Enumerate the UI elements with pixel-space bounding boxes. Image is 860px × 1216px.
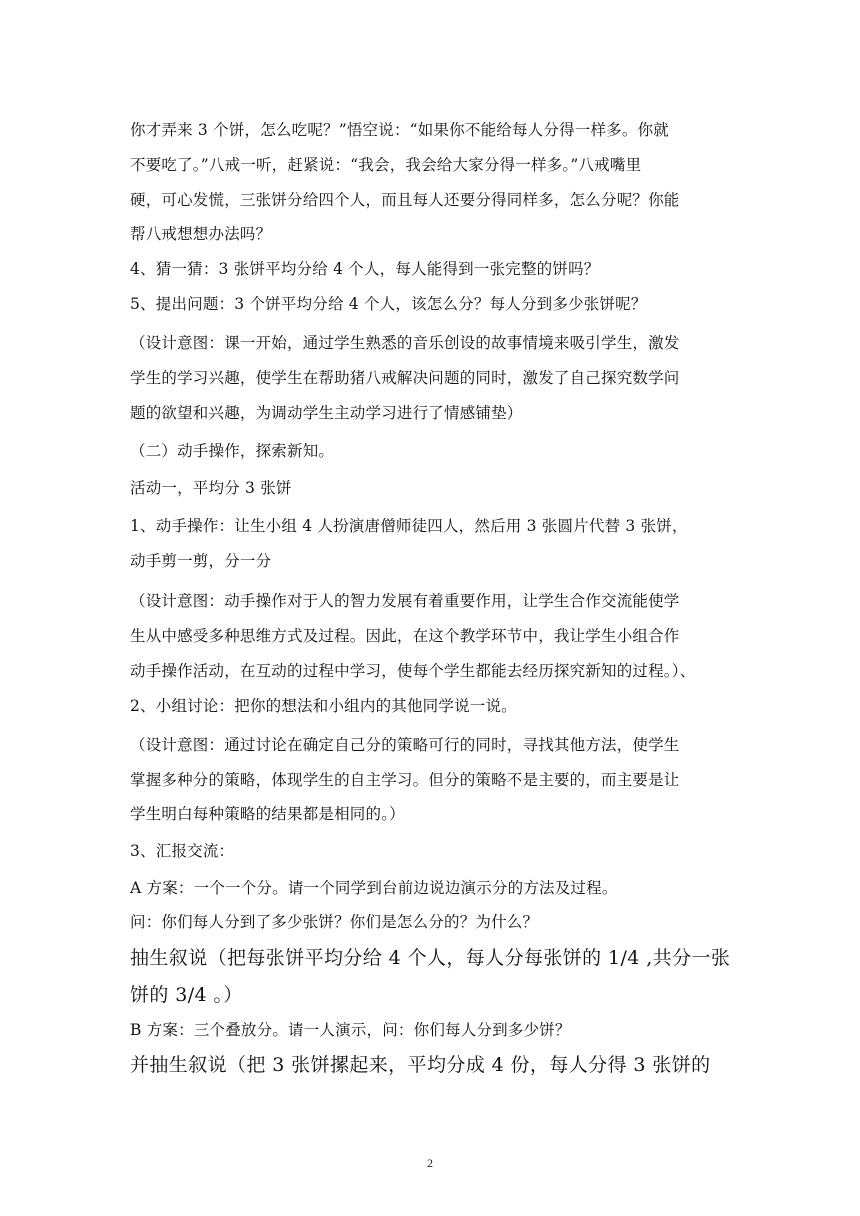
text-line: A 方案：一个一个分。请一个同学到台前边说边演示分的方法及过程。 [130, 879, 618, 897]
text-line: 2、小组讨论：把你的想法和小组内的其他同学说一说。 [130, 697, 517, 715]
text-line: 问：你们每人分到了多少张饼？你们是怎么分的？为什么？ [130, 913, 539, 931]
page-number: 2 [427, 1156, 433, 1170]
text-line: 5、提出问题：3 个饼平均分给 4 个人，该怎么分？每人分到多少张饼呢？ [130, 295, 647, 313]
text-line: （设计意图：通过讨论在确定自己分的策略可行的同时，寻找其他方法，使学生 [130, 736, 680, 754]
text-line: 3、汇报交流： [130, 842, 235, 860]
text-line: 抽生叙说（把每张饼平均分给 4 个人，每人分每张饼的 1/4 ,共分一张 [130, 947, 731, 969]
text-line: （设计意图：动手操作对于人的智力发展有着重要作用，让学生合作交流能使学 [130, 592, 680, 610]
text-line: 硬，可心发慌，三张饼分给四个人，而且每人还要分得同样多，怎么分呢？你能 [130, 191, 680, 209]
section-heading: （二）动手操作，探索新知。 [130, 442, 335, 460]
text-line: 生从中感受多种思维方式及过程。因此，在这个教学环节中，我让学生小组合作 [130, 627, 680, 645]
text-line: 学生的学习兴趣，使学生在帮助猪八戒解决问题的同时，激发了自己探究数学问 [130, 369, 680, 387]
text-line: 动手操作活动，在互动的过程中学习，使每个学生都能去经历探究新知的过程。）、 [130, 662, 696, 680]
text-line: 题的欲望和兴趣，为调动学生主动学习进行了情感铺垫） [130, 404, 523, 422]
text-line: B 方案：三个叠放分。请一人演示，问：你们每人分到多少饼？ [130, 1021, 571, 1039]
text-line: （设计意图：课一开始，通过学生熟悉的音乐创设的故事情境来吸引学生，激发 [130, 334, 680, 352]
text-line: 并抽生叙说（把 3 张饼摞起来，平均分成 4 份，每人分得 3 张饼的 [130, 1054, 711, 1076]
text-line: 动手剪一剪，分一分 [130, 552, 272, 570]
text-line: 学生明白每种策略的结果都是相同的。） [130, 805, 405, 823]
text-line: 4、猜一猜：3 张饼平均分给 4 个人，每人能得到一张完整的饼吗？ [130, 260, 600, 278]
text-line: 你才弄来 3 个饼，怎么吃呢？”悟空说：“如果你不能给每人分得一样多。你就 [130, 121, 669, 139]
text-line: 1、动手操作：让生小组 4 人扮演唐僧师徒四人，然后用 3 张圆片代替 3 张饼， [130, 517, 688, 535]
text-line: 帮八戒想想办法吗？ [130, 225, 272, 243]
text-line: 掌握多种分的策略，体现学生的自主学习。但分的策略不是主要的，而主要是让 [130, 771, 680, 789]
activity-heading: 活动一，平均分 3 张饼 [130, 479, 292, 497]
text-line: 饼的 3/4 。） [130, 984, 243, 1006]
text-line: 不要吃了。”八戒一听，赶紧说：“我会，我会给大家分得一样多。”八戒嘴里 [130, 156, 642, 174]
